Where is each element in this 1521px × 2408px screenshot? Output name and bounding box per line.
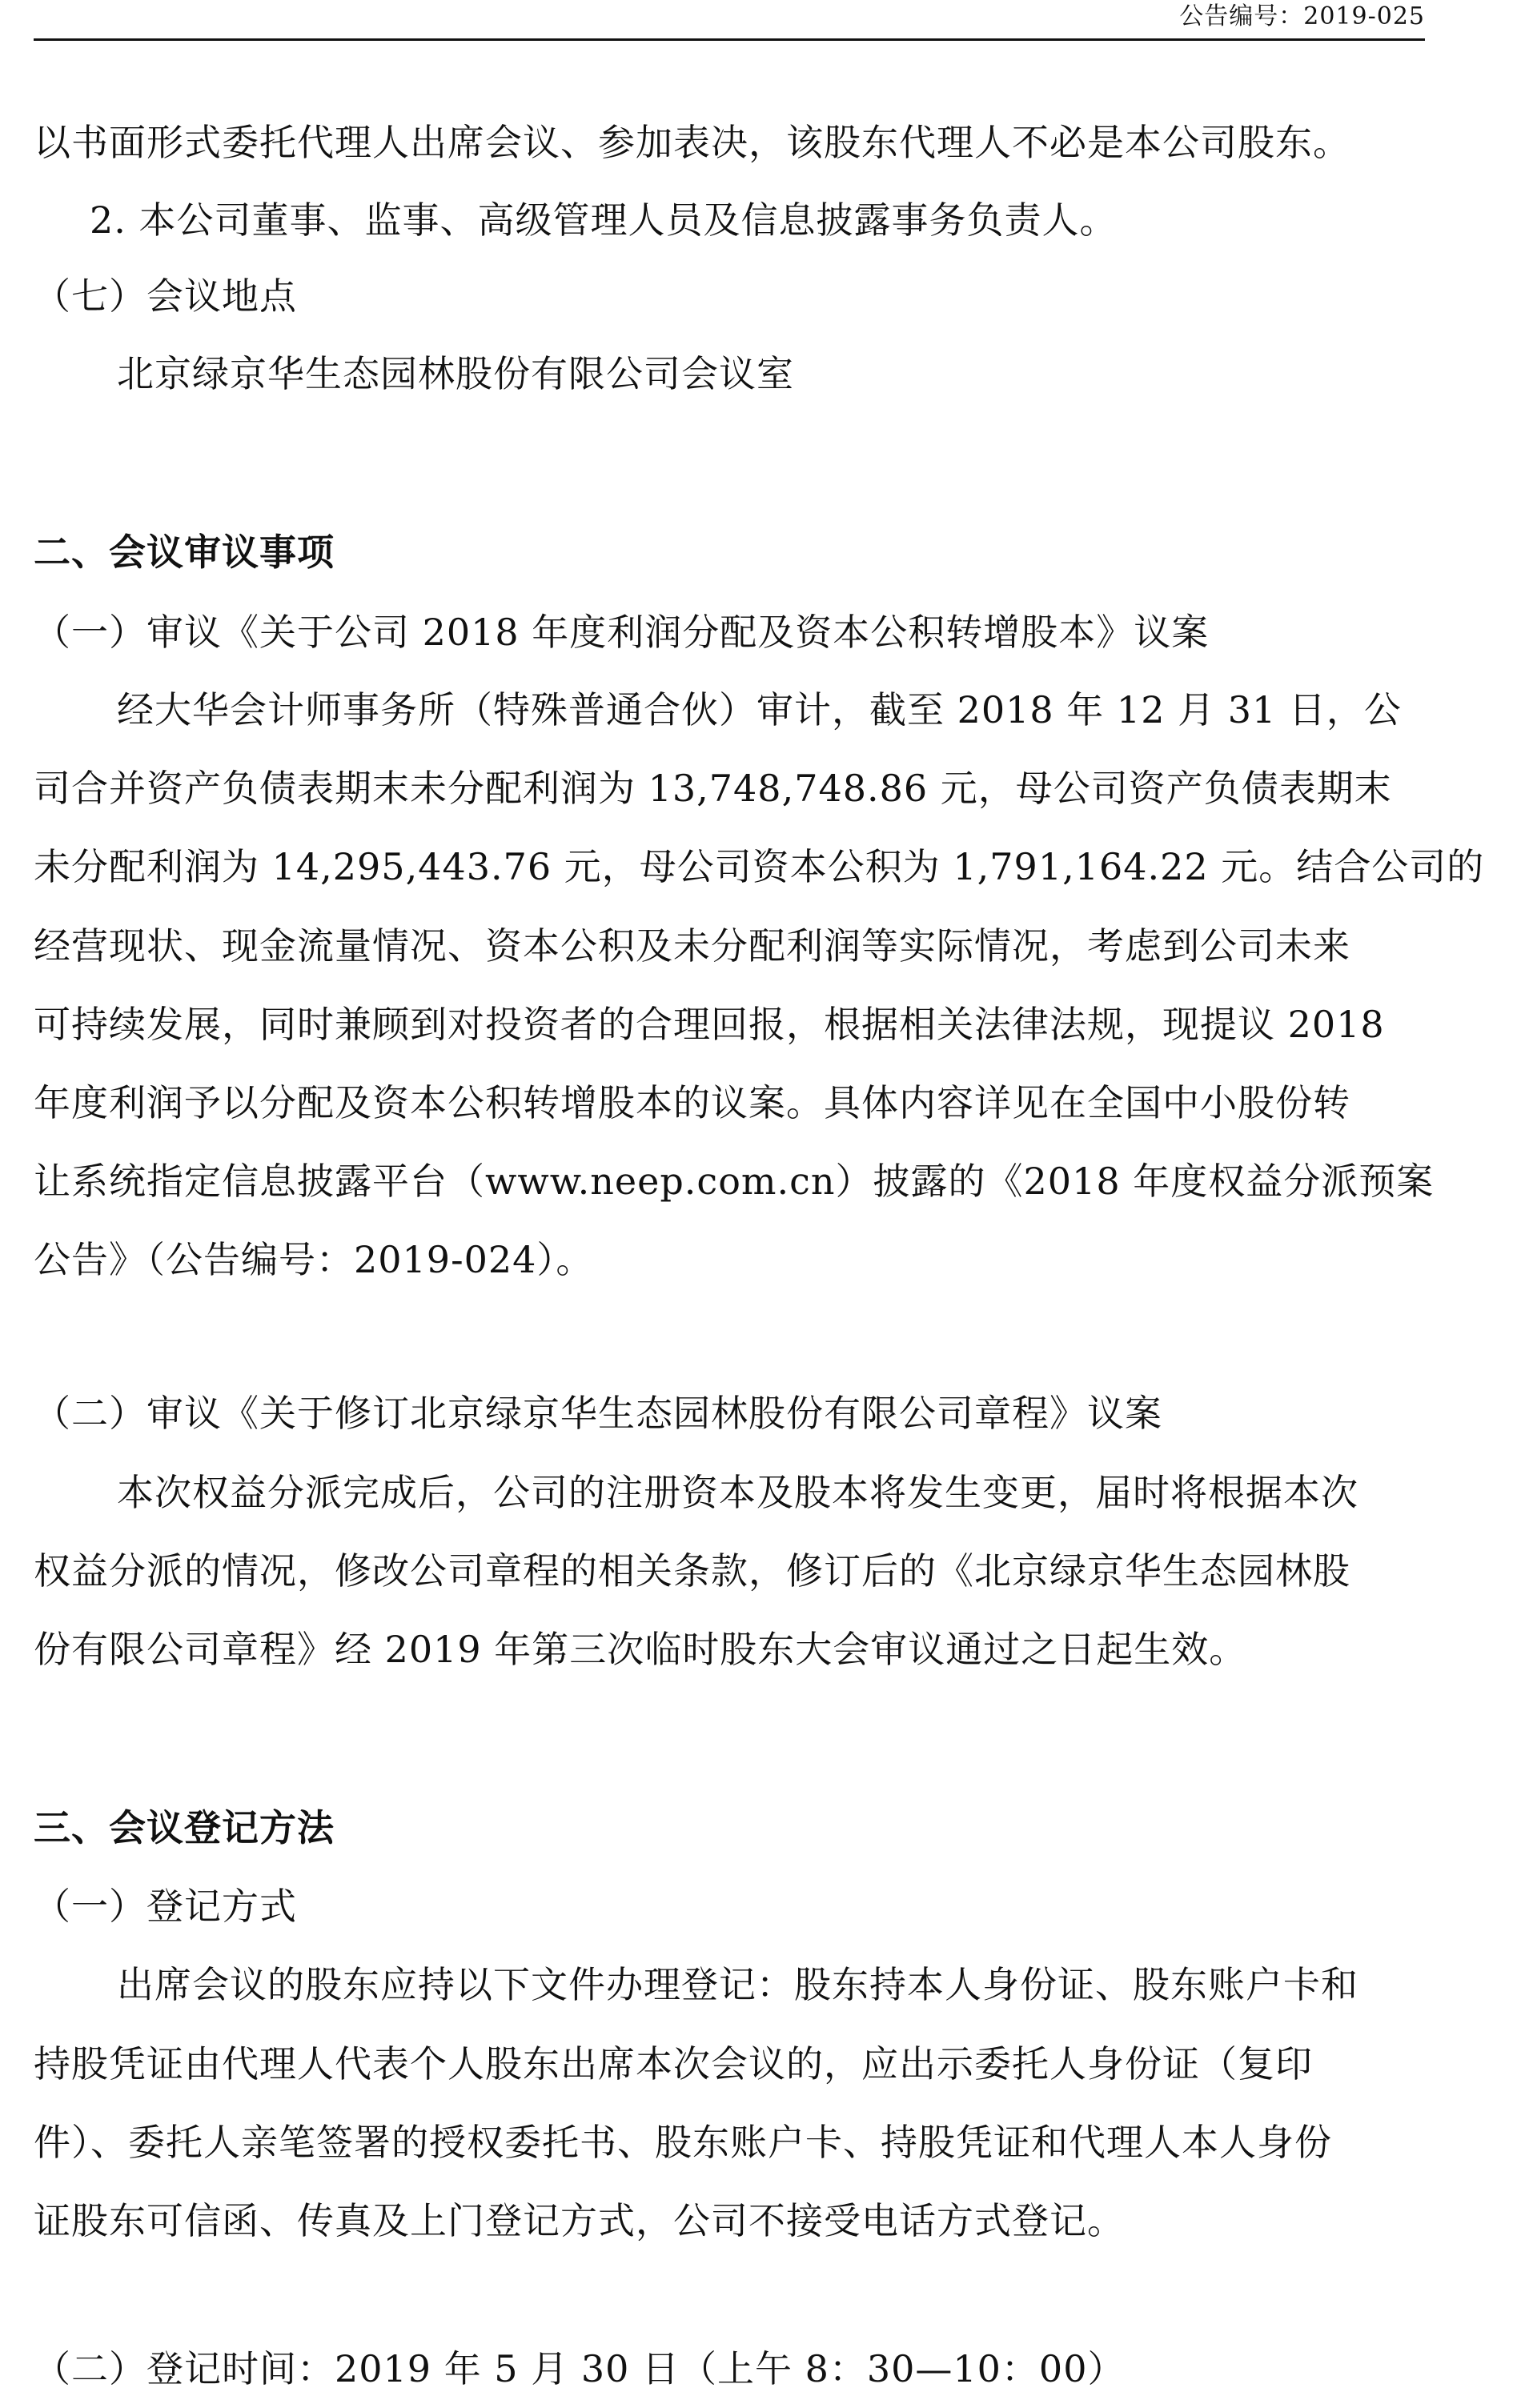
subsection-heading: （一）登记方式	[34, 1885, 297, 1928]
body-line: 司合并资产负债表期末未分配利润为 13,748,748.86 元，母公司资产负债表期末	[34, 767, 1392, 810]
body-line: 出席会议的股东应持以下文件办理登记：股东持本人身份证、股东账户卡和	[117, 1963, 1358, 2006]
body-line: 份有限公司章程》经 2019 年第三次临时股东大会审议通过之日起生效。	[34, 1628, 1247, 1671]
page-header	[34, 0, 1425, 41]
body-line: 持股凭证由代理人代表个人股东出席本次会议的，应出示委托人身份证（复印	[34, 2042, 1313, 2085]
body-line: 以书面形式委托代理人出席会议、参加表决，该股东代理人不必是本公司股东。	[34, 121, 1350, 164]
body-line: 年度利润予以分配及资本公积转增股本的议案。具体内容详见在全国中小股份转	[34, 1081, 1350, 1124]
body-line: 可持续发展，同时兼顾到对投资者的合理回报，根据相关法律法规，现提议 2018	[34, 1003, 1385, 1046]
body-line: 未分配利润为 14,295,443.76 元，母公司资本公积为 1,791,164.22 元。结合公司的	[34, 845, 1485, 888]
subsection-heading: （二）审议《关于修订北京绿京华生态园林股份有限公司章程》议案	[34, 1392, 1162, 1435]
list-item: 2. 本公司董事、监事、高级管理人员及信息披露事务负责人。	[90, 198, 1118, 242]
subsection-heading: （一）审议《关于公司 2018 年度利润分配及资本公积转增股本》议案	[34, 611, 1210, 654]
announcement-number: 公告编号：2019-025	[1179, 2, 1425, 30]
body-line: 经营现状、现金流量情况、资本公积及未分配利润等实际情况，考虑到公司未来	[34, 924, 1350, 968]
section-heading: 二、会议审议事项	[34, 531, 335, 574]
subsection-heading: （二）登记时间：2019 年 5 月 30 日（上午 8：30—10：00）	[34, 2347, 1126, 2390]
body-line: 公告》（公告编号：2019-024）。	[34, 1238, 594, 1281]
section-heading: 三、会议登记方法	[34, 1806, 335, 1849]
body-line: 证股东可信函、传真及上门登记方式，公司不接受电话方式登记。	[34, 2199, 1125, 2242]
subsection-heading: （七）会议地点	[34, 274, 297, 318]
body-line: 本次权益分派完成后，公司的注册资本及股本将发生变更，届时将根据本次	[117, 1471, 1358, 1514]
body-line: 经大华会计师事务所（特殊普通合伙）审计，截至 2018 年 12 月 31 日，公	[117, 688, 1402, 731]
body-line: 件）、委托人亲笔签署的授权委托书、股东账户卡、持股凭证和代理人本人身份	[34, 2121, 1332, 2164]
body-line: 权益分派的情况，修改公司章程的相关条款，修订后的《北京绿京华生态园林股	[34, 1549, 1350, 1593]
body-line: 让系统指定信息披露平台（www.neep.com.cn）披露的《2018 年度权益分派预案	[34, 1160, 1435, 1203]
body-line: 北京绿京华生态园林股份有限公司会议室	[117, 352, 794, 395]
